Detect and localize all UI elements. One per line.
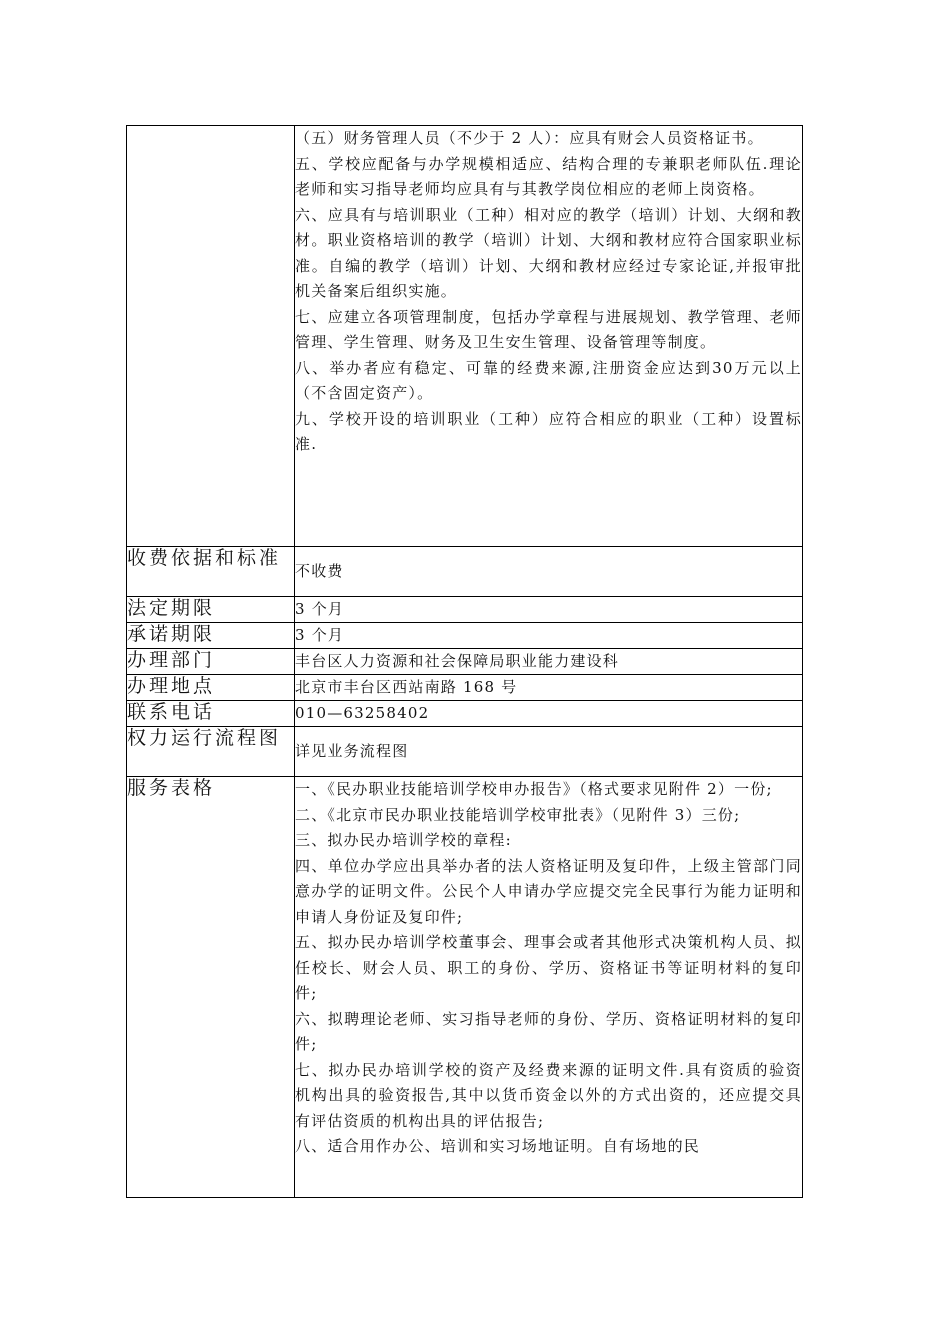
- promise-period-label: 承诺期限: [127, 623, 295, 649]
- form-paragraph: 七、拟办民办培训学校的资产及经费来源的证明文件.具有资质的验资机构出具的验资报告,其中以货币资金以外的方式出资的，还应提交具有评估资质的机构出具的评估报告;: [295, 1060, 802, 1130]
- form-paragraph: 一、《民办职业技能培训学校申办报告》（格式要求见附件 2）一份;: [295, 780, 773, 798]
- forms-row: [127, 777, 803, 1198]
- requirement-paragraph: 九、学校开设的培训职业（工种）应符合相应的职业（工种）设置标准.: [295, 409, 802, 453]
- phone-label: 联系电话: [127, 701, 295, 727]
- requirement-paragraph: 七、应建立各项管理制度，包括办学章程与进展规划、教学管理、老师管理、学生管理、财务及卫生安生管理、设备管理等制度。: [295, 307, 802, 351]
- form-paragraph: 四、单位办学应出具举办者的法人资格证明及复印件，上级主管部门同意办学的证明文件。公民个人申请办学应提交完全民事行为能力证明和申请人身份证及复印件;: [295, 856, 802, 926]
- location-row: [127, 675, 803, 701]
- form-paragraph: 八、适合用作办公、培训和实习场地证明。自有场地的民: [295, 1137, 701, 1155]
- department-label: 办理部门: [127, 649, 295, 675]
- fee-row: [127, 547, 803, 597]
- location-label: 办理地点: [127, 675, 295, 701]
- requirement-paragraph: （五）财务管理人员（不少于 2 人）：应具有财会人员资格证书。: [295, 129, 764, 147]
- promise-period-value: 3 个月: [295, 623, 803, 649]
- phone-value: 010—63258402: [295, 701, 803, 727]
- phone-row: [127, 701, 803, 727]
- requirements-row: [127, 126, 803, 547]
- forms-label: 服务表格: [127, 777, 295, 1198]
- department-row: [127, 649, 803, 675]
- form-paragraph: 三、拟办民办培训学校的章程:: [295, 831, 512, 849]
- department-value: 丰台区人力资源和社会保障局职业能力建设科: [295, 649, 803, 675]
- flow-value: 详见业务流程图: [295, 727, 803, 777]
- flow-label: 权力运行流程图: [127, 727, 295, 777]
- fee-value: 不收费: [295, 547, 803, 597]
- legal-period-label: 法定期限: [127, 597, 295, 623]
- requirements-content: [295, 126, 803, 547]
- fee-label: 收费依据和标准: [127, 547, 295, 597]
- requirement-paragraph: 八、举办者应有稳定、可靠的经费来源,注册资金应达到30万元以上（不含固定资产）。: [295, 358, 802, 402]
- requirements-label-cell: [127, 126, 295, 547]
- legal-period-row: [127, 597, 803, 623]
- requirement-paragraph: 五、学校应配备与办学规模相适应、结构合理的专兼职老师队伍.理论老师和实习指导老师均应具有与其教学岗位相应的老师上岗资格。: [295, 154, 802, 198]
- form-paragraph: 六、拟聘理论老师、实习指导老师的身份、学历、资格证明材料的复印件;: [295, 1009, 802, 1053]
- promise-period-row: [127, 623, 803, 649]
- forms-content: [295, 777, 803, 1198]
- legal-period-value: 3 个月: [295, 597, 803, 623]
- requirement-paragraph: 六、应具有与培训职业（工种）相对应的教学（培训）计划、大纲和教材。职业资格培训的教学（培训）计划、大纲和教材应符合国家职业标准。自编的教学（培训）计划、大纲和教材应经过专家论证,并报审批机关备案后组织实施。: [295, 205, 802, 300]
- location-value: 北京市丰台区西站南路 168 号: [295, 675, 803, 701]
- form-paragraph: 五、拟办民办培训学校董事会、理事会或者其他形式决策机构人员、拟任校长、财会人员、职工的身份、学历、资格证书等证明材料的复印件;: [295, 933, 802, 1002]
- service-info-table: [126, 125, 803, 1198]
- flow-row: [127, 727, 803, 777]
- form-paragraph: 二、《北京市民办职业技能培训学校审批表》（见附件 3）三份;: [295, 805, 741, 824]
